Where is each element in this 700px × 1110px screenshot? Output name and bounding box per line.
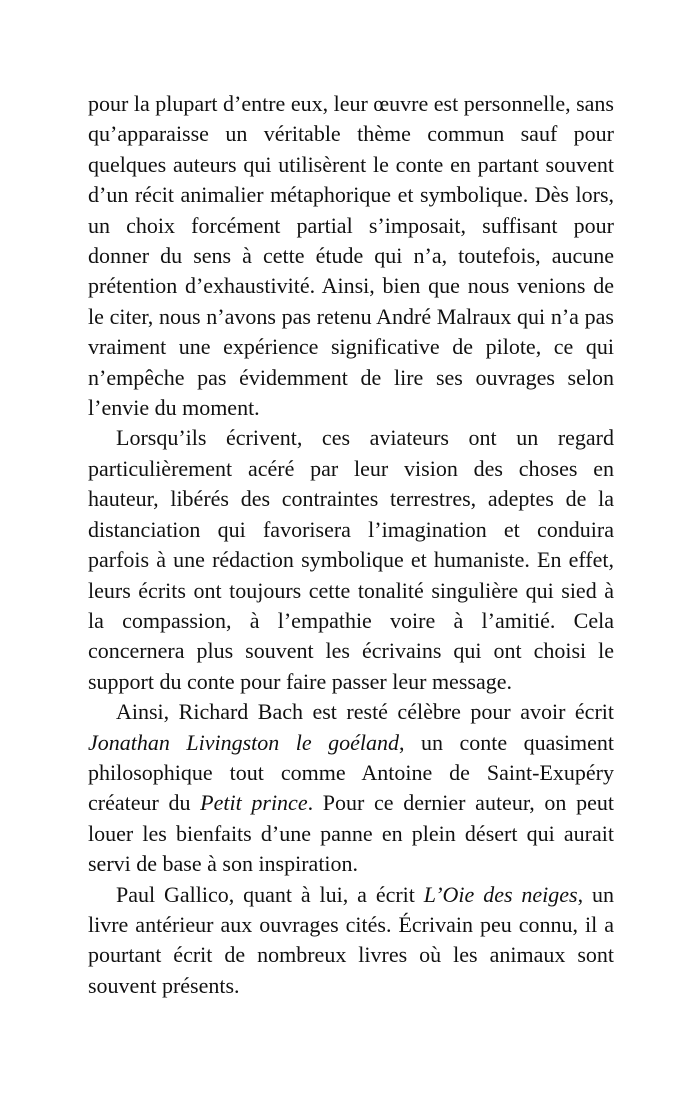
paragraph-3 [88,697,614,879]
paragraph-text: , un livre antérieur aux ouvrages cités. Écrivain peu connu, il a pourtant écrit de nombreux livres où les animaux sont souvent présents. [88,881,615,998]
paragraph-2 [88,423,614,697]
paragraph-text: , un conte quasiment philosophique tout comme Antoine de Saint-Exupéry créateur du [88,729,614,816]
book-title-oie-des-neiges: L’Oie des neiges [423,881,578,907]
paragraph-text: Paul Gallico, quant à lui, a écrit [116,881,424,907]
paragraph-text: Lorsqu’ils écrivent, ces aviateurs ont un regard particulièrement acéré par leur vision des choses en hauteur, libérés des contraintes terrestres, adeptes de la distanciation qui favorisera l’imagination et conduira parfois à une rédaction symbolique et humaniste. En effet, leurs écrits ont toujours cette tonalité singulière qui sied à la compassion, à l’empathie voire à l’amitié. Cela concernera plus souvent les écrivains qui ont choisi le support du conte pour faire passer leur message. [88,425,614,694]
book-title-jonathan-livingston: Jonathan Livingston le goéland [88,729,399,755]
book-title-petit-prince: Petit prince [200,790,308,816]
paragraph-text: pour la plupart d’entre eux, leur œuvre est personnelle, sans qu’apparaisse un véritable thème commun sauf pour quelques auteurs qui utilisèrent le conte en partant souvent d’un récit animalier métaphorique et symbolique. Dès lors, un choix forcément partial s’imposait, suffisant pour donner du sens à cette étude qui n’a, toutefois, aucune prétention d’exhaustivité. Ainsi, bien que nous venions de le citer, nous n’avons pas retenu André Malraux qui n’a pas vraiment une expérience significative de pilote, ce qui n’empêche pas évidemment de lire ses ouvrages selon l’envie du moment. [88,91,614,421]
page-body-text [88,89,614,1001]
paragraph-4 [88,880,614,1002]
paragraph-text: . Pour ce dernier auteur, on peut louer les bienfaits d’une panne en plein désert qui aurait servi de base à son inspiration. [88,790,614,877]
paragraph-1 [88,89,614,423]
paragraph-text: Ainsi, Richard Bach est resté célèbre pour avoir écrit [116,699,614,725]
